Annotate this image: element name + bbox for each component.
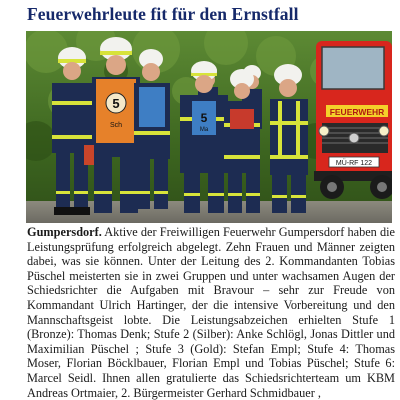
article-photo bbox=[26, 31, 392, 223]
license-plate-text: MÜ-RF 122 bbox=[335, 160, 373, 167]
fire-truck bbox=[314, 41, 392, 199]
vest-label-left: Sch bbox=[109, 122, 123, 129]
article-headline: Feuerwehrleute fit für den Ernstfall bbox=[27, 4, 299, 24]
vest-number-left: 5 bbox=[112, 96, 120, 111]
vest-number-center: 5 bbox=[200, 111, 208, 125]
article-body-text: Aktive der Freiwilligen Feuerwehr Gumpersdorf haben die Leistungsprüfung erfolgreich abgelegt. Zehn Frauen und Männer zeigten dabei, was sie können. Unter der Leitung des 2. Kommandanten Tobias Püschel meisterten sie in zwei Gruppen und unter wachsamen Augen der Schiedsrichter die Aufgaben mit Bravour – sehr zur Freude von Kommandant Ulrich Hartinger, der die intensive Vorbereitung und den Mannschaftsgeist lobte. Die Leistungsabzeichen erhielten Stufe 1 (Bronze): Thomas Denk; Stufe 2 (Silber): Anke Schlögl, Jonas Dittler und Maximilian Püschel ; Stufe 3 (Gold): Stefan Empl; Stufe 4: Thomas Moser, Florian Böcklbauer, Florian Empl und Tobias Püschel; Stufe 6: Marcel Seidl. Ihnen allen gratulierte das Schiedsrichterteam um KBM Andreas Ortmaier, 2. Bürgermeister Gerhard Schmidbauer , bbox=[27, 225, 395, 400]
article-dateline: Gumpersdorf. bbox=[27, 225, 102, 239]
vest-label-center: Ma bbox=[199, 127, 209, 133]
firefighters-group-photo bbox=[26, 31, 392, 223]
article-body bbox=[27, 225, 395, 400]
truck-sign-text: FEUERWEHR bbox=[329, 107, 385, 117]
